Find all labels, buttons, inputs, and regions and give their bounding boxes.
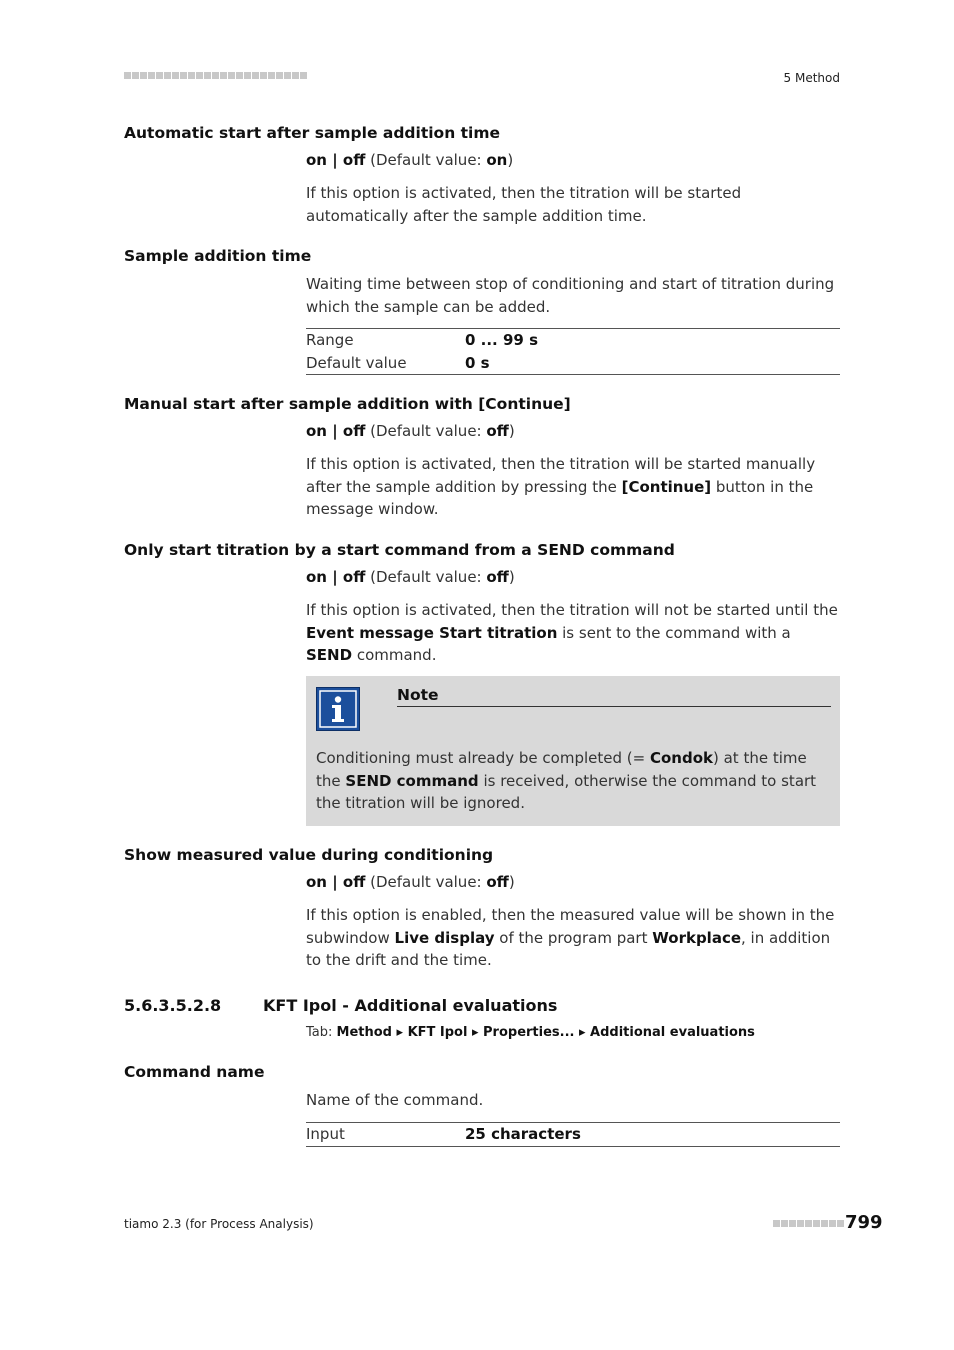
manual-start-options: on | off (Default value: off) [306,422,515,440]
chapter-label: 5 Method [783,71,840,85]
show-measured-description: If this option is enabled, then the measured value will be shown in the subwindow Live display of the program part Workplace, in addition to the drift and the time. [306,906,835,969]
show-measured-options: on | off (Default value: off) [306,873,515,891]
heading-send-start: Only start titration by a start command from a SEND command [124,541,675,559]
auto-start-options: on | off (Default value: on) [306,151,514,169]
note-text: Conditioning must already be completed (= Condok) at the time the SEND command is received, otherwise the command to start the titration will be ignored. [316,749,817,812]
sample-time-table [306,328,840,375]
note-box [306,676,840,826]
auto-start-description: If this option is activated, then the titration will be started automatically after the sample addition time. [306,184,742,225]
command-name-table [306,1122,840,1147]
manual-start-description: If this option is activated, then the titration will be started manually after the sample addition by pressing the [Continue] button in the message window. [306,455,816,518]
table-row: Input 25 characters [306,1125,581,1143]
tab-path: Tab: Method ▸ KFT Ipol ▸ Properties... ▸ Additional evaluations [306,1025,755,1040]
page-number: 799 [845,1212,883,1233]
section-title: KFT Ipol - Additional evaluations [263,996,558,1015]
send-start-description: If this option is activated, then the titration will not be started until the Event message Start titration is sent to the command with a SEND command. [306,601,838,664]
footer-product: tiamo 2.3 (for Process Analysis) [124,1217,314,1231]
command-name-description: Name of the command. [306,1091,484,1109]
heading-command-name: Command name [124,1063,265,1081]
heading-auto-start: Automatic start after sample addition time [124,124,501,142]
send-start-options: on | off (Default value: off) [306,568,515,586]
header-decoration [124,72,307,80]
heading-manual-start: Manual start after sample addition with [Continue] [124,395,571,413]
table-row: Range 0 ... 99 s [306,331,539,349]
note-title: Note [397,686,831,707]
info-icon [316,687,360,731]
table-row: Default value 0 s [306,353,490,372]
heading-sample-time: Sample addition time [124,247,312,265]
footer-decoration [773,1220,844,1227]
section-number: 5.6.3.5.2.8 [124,996,222,1015]
sample-time-description: Waiting time between stop of conditioning and start of titration during which the sample can be added. [306,275,835,316]
heading-show-measured: Show measured value during conditioning [124,846,494,864]
